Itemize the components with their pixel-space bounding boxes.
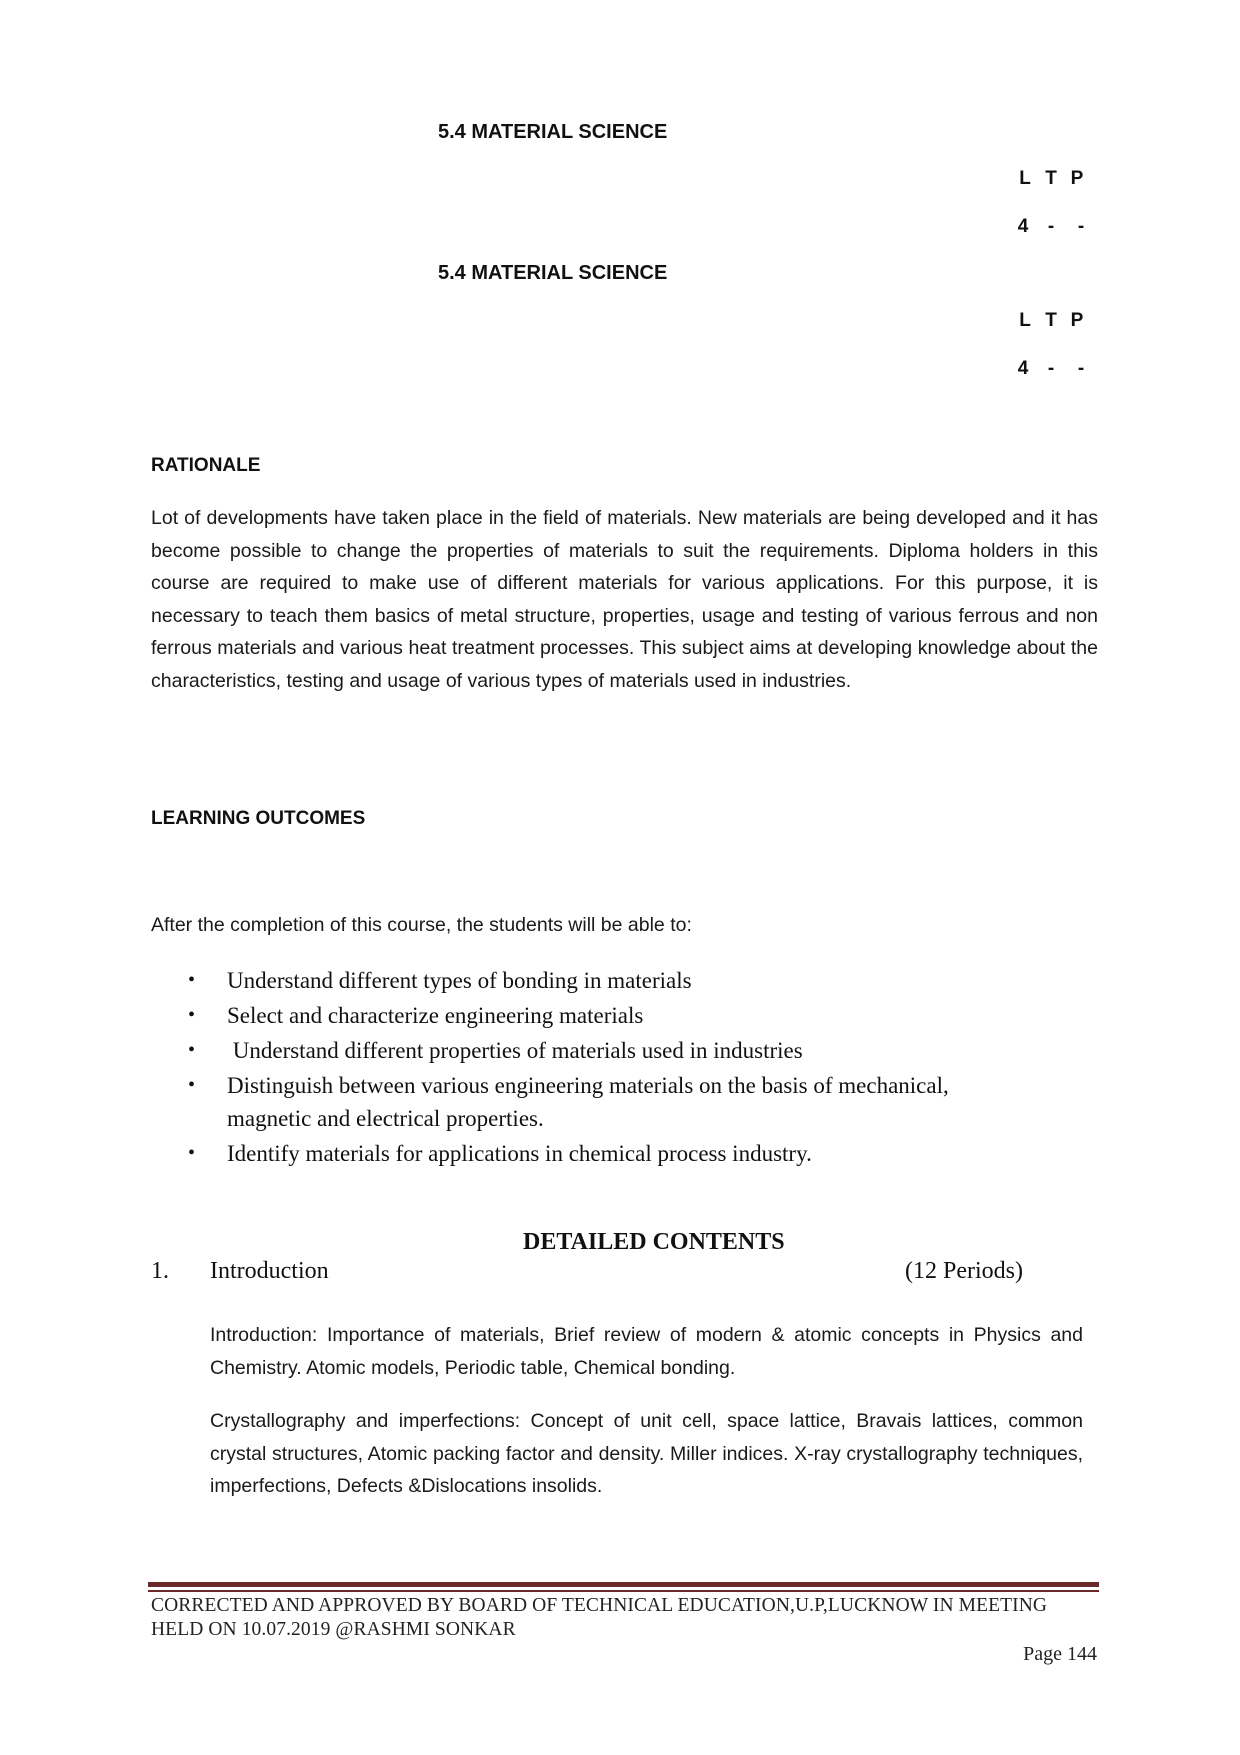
- ltp-values: [1012, 216, 1094, 238]
- unit-number: 1.: [151, 1258, 169, 1284]
- rationale-body: Lot of developments have taken place in the field of materials. New materials are being developed and it has become possible to change the properties of materials to suit the requirements. Diploma holders in this course are required to make use of different materials for various applications. For this purpose, it is necessary to teach them basics of metal structure, properties, usage and testing of various ferrous and non ferrous materials and various heat treatment processes. This subject aims at developing knowledge about the characteristics, testing and usage of various types of materials used in industries.: [151, 507, 1098, 692]
- unit-title: Introduction: [210, 1258, 329, 1284]
- course-title: 5.4 MATERIAL SCIENCE: [438, 262, 668, 284]
- bullet-icon: •: [188, 1074, 196, 1096]
- ltp-p-value: -: [1077, 216, 1085, 237]
- ltp-header: [1012, 310, 1090, 332]
- content-paragraph: Crystallography and imperfections: Concept of unit cell, space lattice, Bravais lattices, common crystal structures, Atomic packing factor and density. Miller indices. X-ray crystallography techniques, imperfections, Defects &Dislocations insolids.: [210, 1410, 1083, 1497]
- ltp-l-value: 4: [1017, 358, 1029, 379]
- outcome-text: Understand different types of bonding in materials: [227, 968, 692, 993]
- course-title: 5.4 MATERIAL SCIENCE: [438, 121, 668, 143]
- list-item: [151, 1069, 1111, 1135]
- footer-rule-thick: [148, 1582, 1099, 1587]
- bullet-icon: •: [188, 1142, 196, 1164]
- ltp-l-label: L: [1019, 168, 1031, 189]
- learning-outcomes-list: [151, 964, 1111, 1172]
- content-paragraph: Introduction: Importance of materials, Brief review of modern & atomic concepts in Physics and Chemistry. Atomic models, Periodic table, Chemical bonding.: [210, 1324, 1083, 1379]
- learning-outcomes-intro: After the completion of this course, the students will be able to:: [151, 914, 692, 936]
- bullet-icon: •: [188, 1004, 196, 1026]
- outcome-text: Understand different properties of materials used in industries: [227, 1038, 803, 1063]
- learning-outcomes-heading: LEARNING OUTCOMES: [151, 808, 366, 829]
- unit-periods: (12 Periods): [905, 1258, 1023, 1284]
- footer-approval-text: CORRECTED AND APPROVED BY BOARD OF TECHNICAL EDUCATION,U.P,LUCKNOW IN MEETING HELD ON 10.07.2019 @RASHMI SONKAR: [151, 1595, 1048, 1640]
- bullet-icon: •: [188, 1039, 196, 1061]
- bullet-icon: •: [188, 969, 196, 991]
- list-item: [151, 1137, 1111, 1170]
- page-number: Page 144: [1023, 1643, 1097, 1665]
- ltp-p-label: P: [1070, 310, 1084, 331]
- ltp-t-label: T: [1045, 168, 1057, 189]
- footer-rule-thin: [148, 1590, 1099, 1592]
- ltp-t-value: -: [1047, 358, 1055, 379]
- ltp-p-value: -: [1077, 358, 1085, 379]
- outcome-text: Select and characterize engineering materials: [227, 1003, 644, 1028]
- ltp-values: [1012, 358, 1094, 380]
- ltp-header: [1012, 168, 1090, 190]
- list-item: [151, 964, 1111, 997]
- rationale-heading: RATIONALE: [151, 455, 261, 476]
- list-item: [151, 1034, 1111, 1067]
- outcome-text: Distinguish between various engineering materials on the basis of mechanical, magnetic and electrical properties.: [227, 1073, 949, 1131]
- ltp-l-value: 4: [1017, 216, 1029, 237]
- detailed-contents-heading: DETAILED CONTENTS: [523, 1229, 785, 1255]
- ltp-p-label: P: [1070, 168, 1084, 189]
- ltp-t-value: -: [1047, 216, 1055, 237]
- list-item: [151, 999, 1111, 1032]
- outcome-text: Identify materials for applications in chemical process industry.: [227, 1141, 812, 1166]
- ltp-l-label: L: [1019, 310, 1031, 331]
- ltp-t-label: T: [1045, 310, 1057, 331]
